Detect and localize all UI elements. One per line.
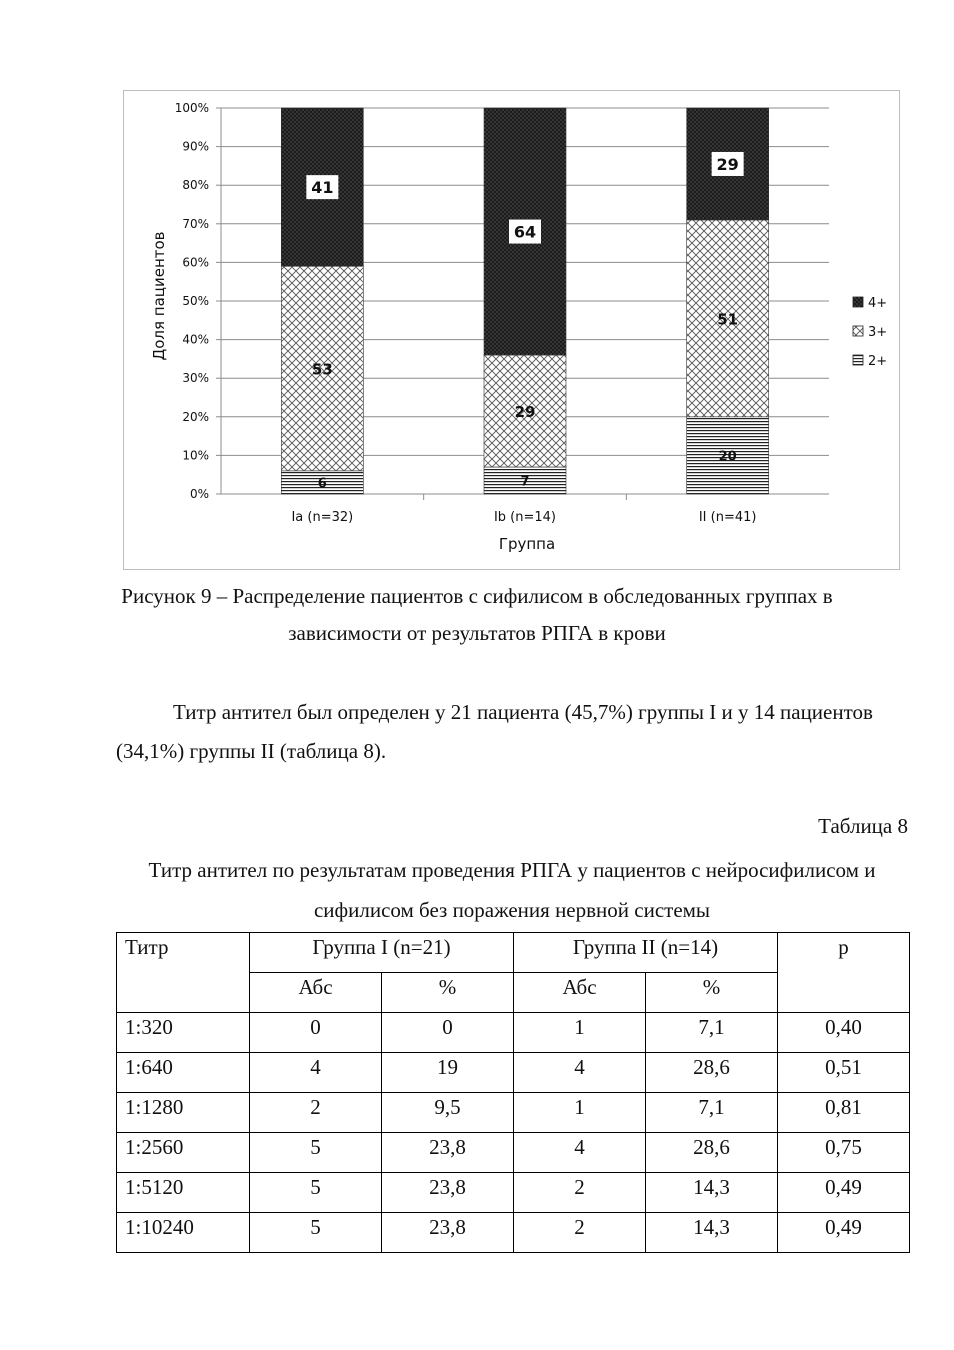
table-title-line2: сифилисом без поражения нервной системы [313, 898, 711, 922]
cell-abs1: 5 [250, 1213, 382, 1253]
y-tick-label: 40% [182, 332, 209, 347]
titer-table [116, 932, 910, 1253]
cell-p: 0,81 [778, 1093, 910, 1133]
cell-titr: 1:2560 [117, 1133, 250, 1173]
legend-label: 3+ [868, 325, 888, 340]
bars-layer [281, 108, 768, 494]
data-label: 20 [718, 449, 737, 465]
data-label: 51 [717, 310, 739, 329]
cell-titr: 1:10240 [117, 1213, 250, 1253]
table-title-line1: Титр антител по результатам проведения РПГА у пациентов с нейросифилисом и [148, 858, 876, 882]
header-abs1: Абс [250, 973, 382, 1013]
table-header-row [117, 933, 910, 973]
x-tick-label: II (n=41) [698, 510, 757, 525]
cell-abs1: 4 [250, 1053, 382, 1093]
data-label: 41 [311, 178, 334, 198]
cell-pct1: 23,8 [382, 1133, 514, 1173]
y-tick-label: 10% [182, 448, 209, 463]
cell-pct2: 7,1 [646, 1093, 778, 1133]
y-tick-label: 80% [182, 178, 209, 193]
cell-abs1: 5 [250, 1173, 382, 1213]
cell-pct1: 0 [382, 1013, 514, 1053]
y-tick-label: 70% [182, 216, 209, 231]
x-axis-title: Группа [498, 535, 556, 553]
data-label: 6 [317, 476, 327, 492]
data-label: 64 [513, 222, 537, 242]
paragraph-line1: Титр антител был определен у 21 пациента (45,7%) группы I и у 14 пациентов [173, 700, 873, 724]
y-tick-label: 100% [174, 101, 209, 115]
cell-pct2: 14,3 [646, 1173, 778, 1213]
cell-abs1: 5 [250, 1133, 382, 1173]
table-row [117, 1213, 910, 1253]
stacked-bar-chart [124, 91, 901, 571]
cell-p: 0,40 [778, 1013, 910, 1053]
figure-caption-line2: зависимости от результатов РПГА в крови [288, 621, 666, 645]
y-tick-label: 90% [182, 139, 209, 154]
legend-swatch [853, 355, 863, 365]
table-row [117, 1093, 910, 1133]
header-titr: Титр [117, 933, 250, 1013]
cell-pct1: 23,8 [382, 1173, 514, 1213]
cell-abs1: 2 [250, 1093, 382, 1133]
table-row [117, 1013, 910, 1053]
header-pct1: % [382, 973, 514, 1013]
legend-swatch [853, 297, 863, 307]
cell-pct2: 7,1 [646, 1013, 778, 1053]
header-group2: Группа II (n=14) [514, 933, 778, 973]
cell-pct1: 19 [382, 1053, 514, 1093]
y-tick-label: 60% [182, 255, 209, 270]
data-label: 29 [716, 154, 739, 174]
cell-pct2: 28,6 [646, 1133, 778, 1173]
cell-pct2: 14,3 [646, 1213, 778, 1253]
table-label: Таблица 8 [818, 814, 908, 838]
cell-p: 0,75 [778, 1133, 910, 1173]
data-label: 53 [311, 360, 333, 379]
y-tick-label: 0% [189, 487, 209, 501]
figure-caption-line1: Рисунок 9 – Распределение пациентов с сифилисом в обследованных группах в [121, 584, 833, 608]
table-title [100, 850, 924, 930]
table-row [117, 1173, 910, 1213]
header-abs2: Абс [514, 973, 646, 1013]
cell-abs2: 2 [514, 1213, 646, 1253]
cell-titr: 1:1280 [117, 1093, 250, 1133]
x-tick-label: Ib (n=14) [493, 510, 557, 525]
legend-label: 4+ [868, 296, 888, 311]
y-tick-label: 30% [182, 371, 209, 386]
cell-pct2: 28,6 [646, 1053, 778, 1093]
cell-titr: 1:320 [117, 1013, 250, 1053]
cell-titr: 1:5120 [117, 1173, 250, 1213]
y-tick-label: 50% [182, 294, 209, 308]
legend [853, 296, 887, 369]
cell-p: 0,49 [778, 1213, 910, 1253]
y-tick-label: 20% [182, 409, 209, 424]
cell-abs2: 2 [514, 1173, 646, 1213]
data-label: 7 [520, 474, 530, 490]
legend-label: 2+ [868, 354, 888, 369]
header-group1: Группа I (n=21) [250, 933, 514, 973]
header-pct2: % [646, 973, 778, 1013]
cell-pct1: 9,5 [382, 1093, 514, 1133]
header-p: р [778, 933, 910, 1013]
cell-abs2: 1 [514, 1093, 646, 1133]
cell-abs2: 4 [514, 1053, 646, 1093]
table-row [117, 1053, 910, 1093]
cell-titr: 1:640 [117, 1053, 250, 1093]
y-axis-title: Доля пациентов [150, 231, 168, 361]
cell-pct1: 23,8 [382, 1213, 514, 1253]
chart-frame [123, 90, 900, 570]
paragraph-line2: (34,1%) группы II (таблица 8). [116, 739, 387, 763]
x-tick-label: Ia (n=32) [291, 510, 354, 525]
legend-swatch [853, 326, 863, 336]
cell-p: 0,49 [778, 1173, 910, 1213]
cell-p: 0,51 [778, 1053, 910, 1093]
cell-abs1: 0 [250, 1013, 382, 1053]
cell-abs2: 1 [514, 1013, 646, 1053]
data-label: 29 [514, 403, 536, 422]
table-row [117, 1133, 910, 1173]
cell-abs2: 4 [514, 1133, 646, 1173]
